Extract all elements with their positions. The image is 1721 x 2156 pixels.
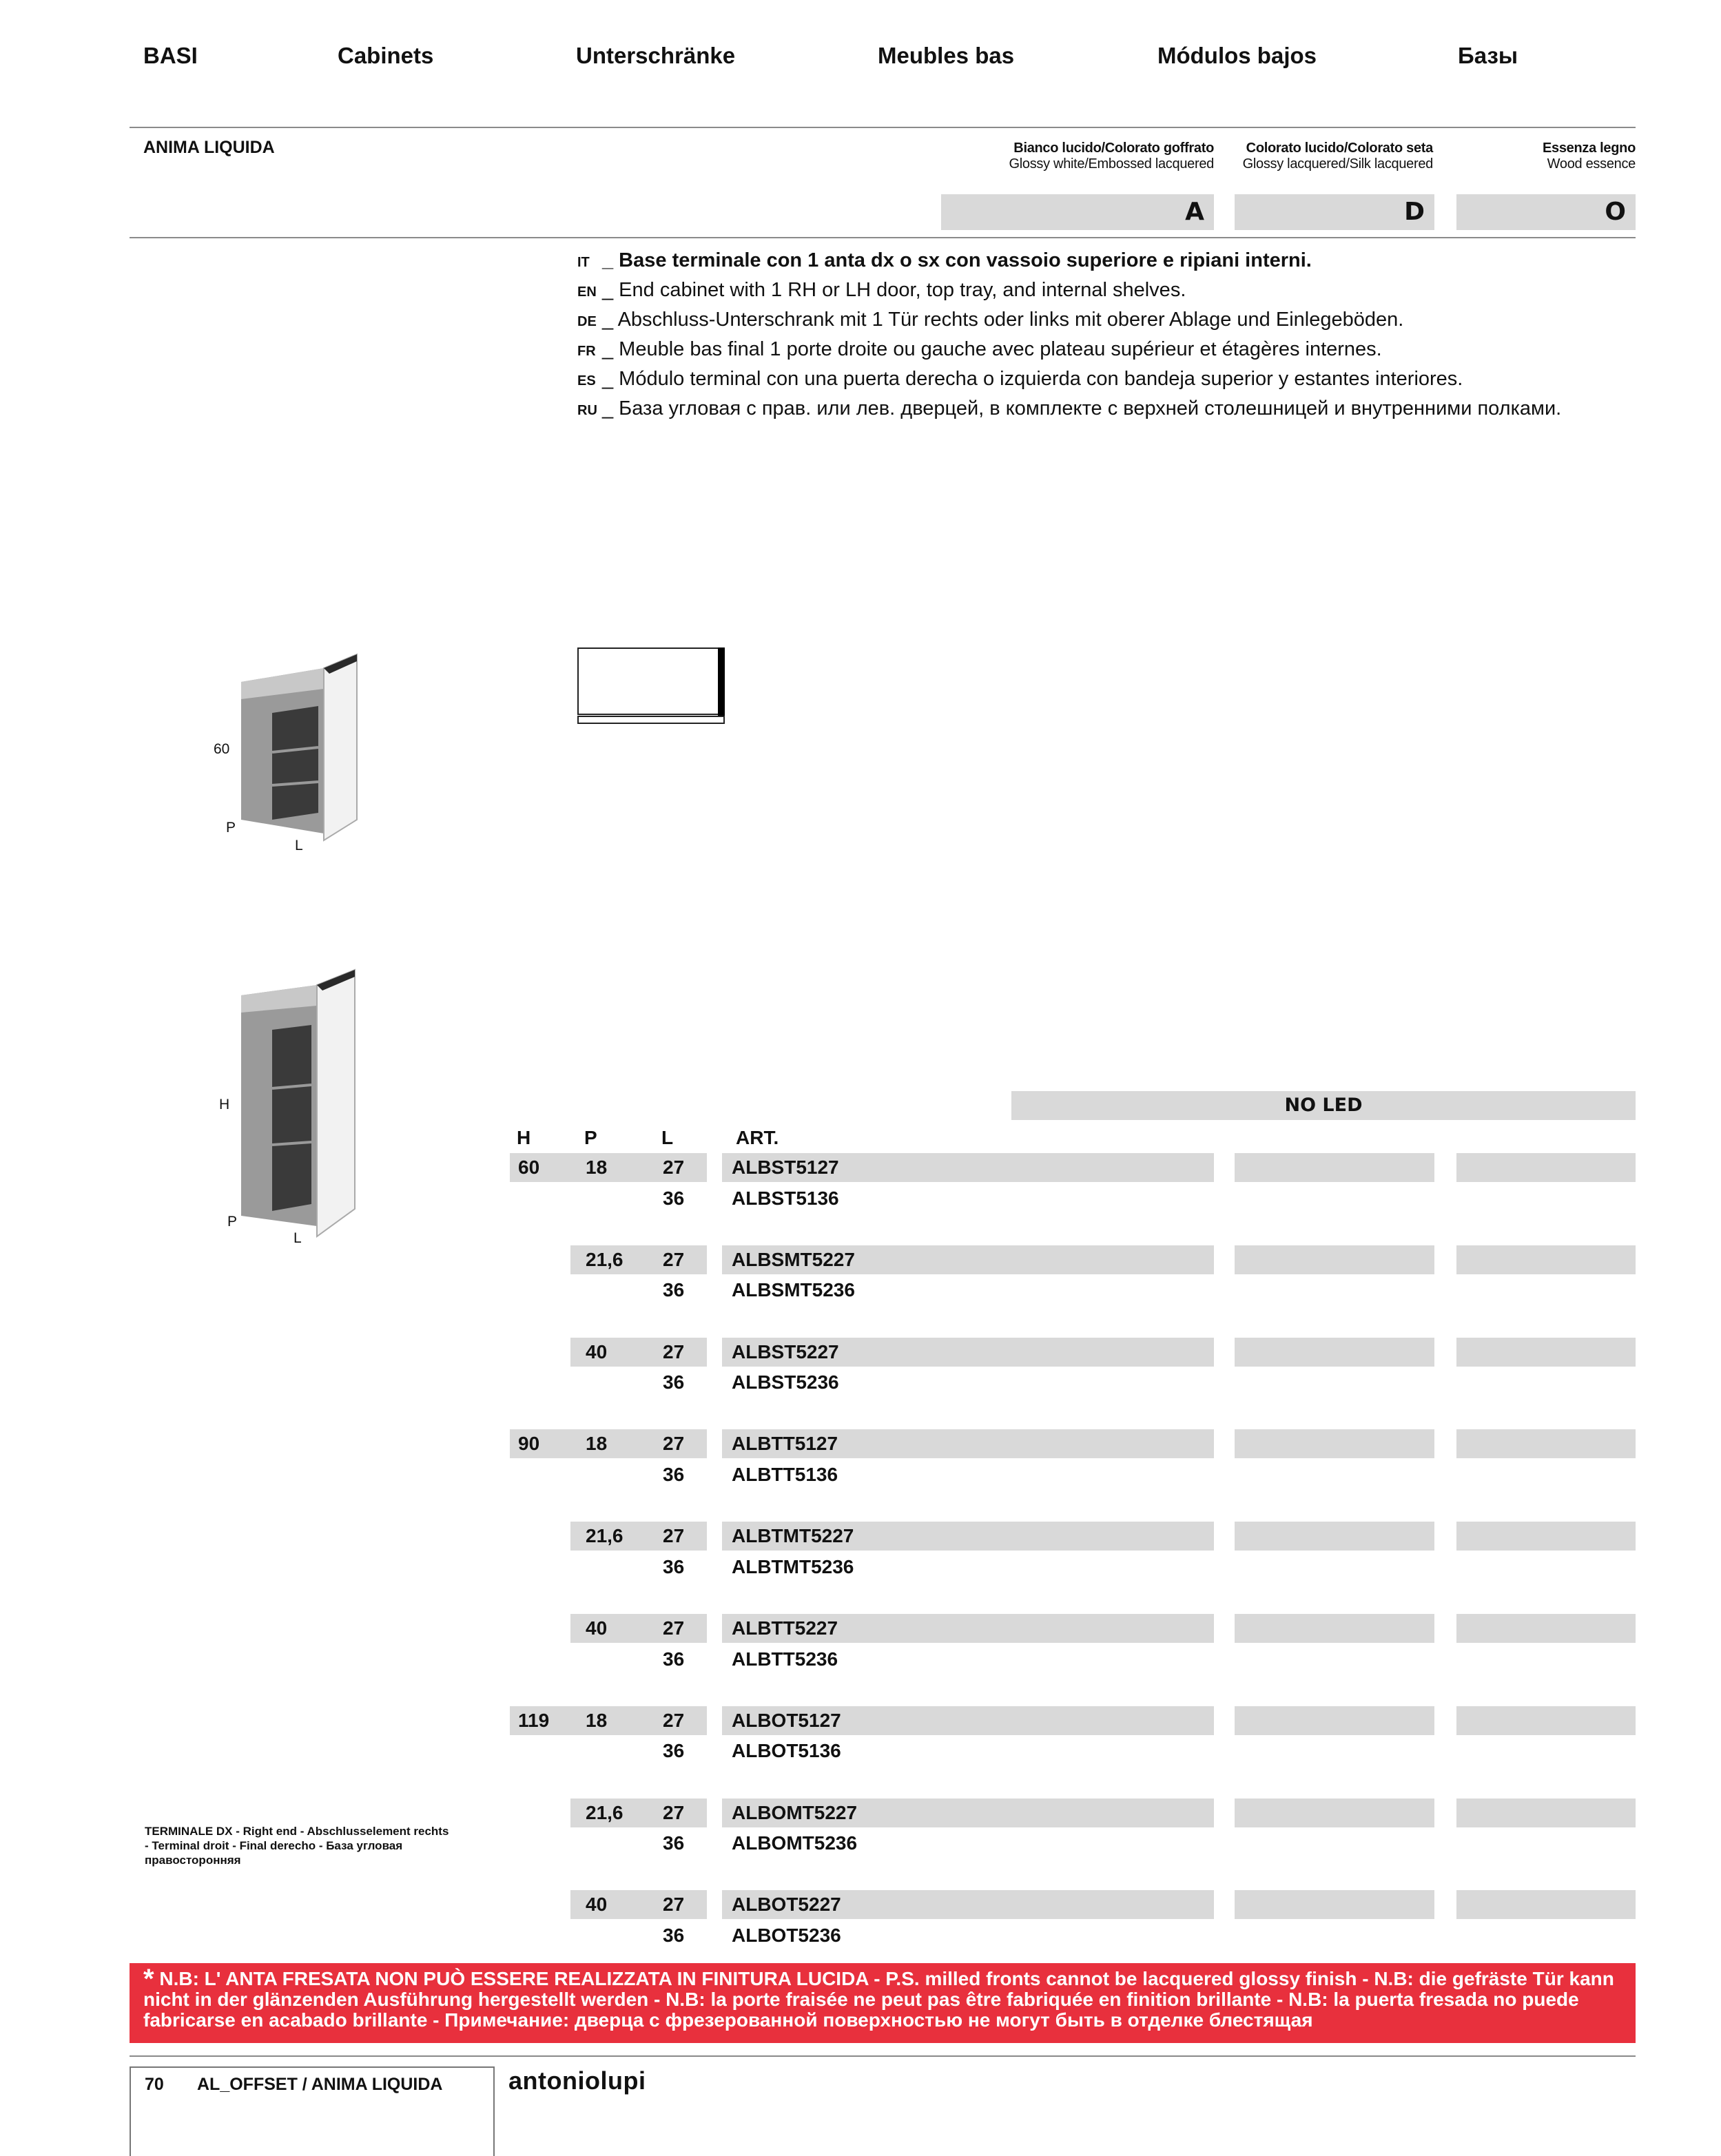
- dim-label-width: L: [293, 1230, 302, 1246]
- cabinet-illustration: [234, 964, 372, 1240]
- caption-line: TERMINALE DX - Right end - Abschlusselement rechts: [145, 1825, 449, 1838]
- cell-art: ALBOT5227: [732, 1894, 841, 1916]
- finish-price-cell: [1456, 1706, 1636, 1735]
- lang-code: DE: [577, 314, 597, 329]
- finish-code-d: D: [1235, 194, 1434, 230]
- page-number: 70: [145, 2075, 164, 2094]
- finish-divider: [130, 237, 1636, 238]
- column-header-art: ART.: [736, 1127, 779, 1148]
- finish-price-cell: [1456, 1614, 1636, 1643]
- description-en: [577, 276, 1561, 306]
- finish-o-subtitle: Wood essence: [1547, 156, 1636, 172]
- description-de: [577, 306, 1561, 335]
- finish-price-cell: [1235, 1522, 1434, 1551]
- finish-price-cell: [1456, 1429, 1636, 1458]
- asterisk: *: [143, 1964, 154, 1994]
- finish-a-title: Bianco lucido/Colorato goffrato: [1013, 141, 1214, 156]
- description-es: [577, 365, 1561, 395]
- cell-art: ALBSMT5227: [732, 1248, 855, 1270]
- footer-divider: [130, 2055, 1636, 2057]
- finish-code-a: A: [941, 194, 1214, 230]
- header-label-ru: Базы: [1458, 43, 1518, 68]
- finish-d-heading: [1233, 141, 1433, 172]
- lang-code: ES: [577, 373, 596, 388]
- finish-price-cell: [1235, 1245, 1434, 1274]
- column-header-l: L: [661, 1127, 674, 1148]
- cell-l: 36: [663, 1925, 685, 1946]
- cell-p: 21,6: [586, 1525, 624, 1547]
- cell-l: 27: [663, 1433, 685, 1455]
- finish-price-cell: [1456, 1799, 1636, 1827]
- cell-l: 36: [663, 1740, 685, 1762]
- cell-l: 27: [663, 1157, 685, 1178]
- finish-a-subtitle: Glossy white/Embossed lacquered: [1009, 156, 1214, 172]
- finish-a-heading: [941, 141, 1214, 172]
- footer-section: AL_OFFSET / ANIMA LIQUIDA: [197, 2075, 443, 2094]
- header-label-en: Cabinets: [338, 43, 434, 68]
- finish-price-cell: [1235, 1614, 1434, 1643]
- finish-price-cell: [1235, 1799, 1434, 1827]
- cell-art: ALBST5136: [732, 1187, 839, 1209]
- cell-h: 119: [518, 1709, 550, 1731]
- cell-p: 21,6: [586, 1801, 624, 1823]
- cell-p: 18: [586, 1709, 608, 1731]
- cell-art: ALBTMT5227: [732, 1525, 854, 1547]
- header-divider: [130, 127, 1636, 128]
- cell-p: 21,6: [586, 1248, 624, 1270]
- finish-d-title: Colorato lucido/Colorato seta: [1246, 141, 1433, 156]
- column-header-p: P: [584, 1127, 597, 1148]
- collection-title: ANIMA LIQUIDA: [143, 138, 275, 157]
- cell-l: 36: [663, 1371, 685, 1393]
- finish-d-subtitle: Glossy lacquered/Silk lacquered: [1242, 156, 1433, 172]
- cell-l: 27: [663, 1801, 685, 1823]
- no-led-header: NO LED: [1011, 1091, 1636, 1120]
- finish-price-cell: [1456, 1153, 1636, 1182]
- lang-code: RU: [577, 403, 597, 418]
- cell-l: 36: [663, 1187, 685, 1209]
- cabinet-drawing-60: [234, 647, 372, 851]
- cell-l: 27: [663, 1709, 685, 1731]
- finish-price-cell: [1235, 1890, 1434, 1919]
- caption-block: [145, 1824, 449, 1867]
- cabinet-drawing-tall: [234, 964, 372, 1243]
- finish-price-cell: [1456, 1522, 1636, 1551]
- caption-line: - Terminal droit - Final derecho - База угловая: [145, 1839, 403, 1852]
- dim-label-width: L: [295, 838, 303, 853]
- warning-note-text: [143, 1964, 1622, 2031]
- brand-logo: antoniolupi: [508, 2066, 646, 2095]
- warning-note: [130, 1963, 1636, 2043]
- lang-code: FR: [577, 344, 596, 359]
- finish-o-title: Essenza legno: [1542, 141, 1636, 156]
- cell-p: 40: [586, 1617, 608, 1639]
- cell-l: 36: [663, 1279, 685, 1301]
- description-text: _ База угловая с прав. или лев. дверцей, в комплекте с верхней столешницей и внутренними полками.: [602, 397, 1562, 419]
- cell-l: 27: [663, 1248, 685, 1270]
- cell-art: ALBOMT5236: [732, 1832, 858, 1854]
- cell-l: 36: [663, 1464, 685, 1485]
- dim-label-depth: P: [226, 820, 236, 836]
- finish-price-cell: [1235, 1338, 1434, 1367]
- header-label-it: BASI: [143, 43, 198, 68]
- finish-code-o: O: [1456, 194, 1636, 230]
- cell-art: ALBOT5236: [732, 1925, 841, 1946]
- dim-label-height: 60: [214, 741, 230, 757]
- description-block: [577, 247, 1561, 424]
- cell-art: ALBST5127: [732, 1157, 839, 1178]
- cell-art: ALBOMT5227: [732, 1801, 858, 1823]
- cell-p: 40: [586, 1894, 608, 1916]
- cell-art: ALBTT5127: [732, 1433, 838, 1455]
- description-text: _ Meuble bas final 1 porte droite ou gauche avec plateau supérieur et étagères internes.: [602, 338, 1382, 360]
- cell-art: ALBSMT5236: [732, 1279, 855, 1301]
- cell-art: ALBTT5227: [732, 1617, 838, 1639]
- header-label-es: Módulos bajos: [1157, 43, 1317, 68]
- cell-art: ALBTMT5236: [732, 1555, 854, 1577]
- cell-l: 27: [663, 1617, 685, 1639]
- column-header-h: H: [517, 1127, 531, 1148]
- cell-art: ALBTT5236: [732, 1648, 838, 1670]
- dim-label-height: H: [219, 1097, 230, 1112]
- cell-art: ALBST5227: [732, 1340, 839, 1362]
- cell-art: ALBOT5127: [732, 1709, 841, 1731]
- cell-p: 40: [586, 1340, 608, 1362]
- caption-line: правосторонняя: [145, 1854, 241, 1867]
- cell-h: 60: [518, 1157, 540, 1178]
- finish-price-cell: [1235, 1153, 1434, 1182]
- cell-h: 90: [518, 1433, 540, 1455]
- description-text: _ End cabinet with 1 RH or LH door, top tray, and internal shelves.: [602, 279, 1186, 301]
- finish-price-cell: [1456, 1890, 1636, 1919]
- cell-l: 27: [663, 1894, 685, 1916]
- lang-code: EN: [577, 284, 597, 300]
- header-label-fr: Meubles bas: [878, 43, 1015, 68]
- plan-view-illustration: [577, 647, 728, 725]
- finish-price-cell: [1235, 1706, 1434, 1735]
- header-label-de: Unterschränke: [576, 43, 736, 68]
- cell-p: 18: [586, 1433, 608, 1455]
- note-body: N.B: L' ANTA FRESATA NON PUÒ ESSERE REALIZZATA IN FINITURA LUCIDA - P.S. milled fronts cannot be lacquered glossy finish - N.B: die gefräste Tür kann nicht in der glänzenden Ausführung hergestellt werden - N.B: la porte fraisée ne peut pas être fabriquée en finition brillante - N.B: la puerta fresada no puede fabricarse en acabado brillante - Примечание: дверца с фрезерованной поверхностью не могут быть в отделке блестящая: [143, 1968, 1614, 2031]
- cell-l: 36: [663, 1555, 685, 1577]
- description-text: _ Abschluss-Unterschrank mit 1 Tür rechts oder links mit oberer Ablage und Einlegeböden.: [602, 309, 1404, 331]
- cell-p: 18: [586, 1157, 608, 1178]
- description-ru: [577, 395, 1561, 424]
- finish-price-cell: [1235, 1429, 1434, 1458]
- cell-art: ALBTT5136: [732, 1464, 838, 1485]
- description-text: _ Base terminale con 1 anta dx o sx con vassoio superiore e ripiani interni.: [602, 249, 1312, 271]
- cell-l: 36: [663, 1832, 685, 1854]
- finish-o-heading: [1456, 141, 1636, 172]
- cell-art: ALBST5236: [732, 1371, 839, 1393]
- cell-art: ALBOT5136: [732, 1740, 841, 1762]
- cell-l: 36: [663, 1648, 685, 1670]
- finish-price-cell: [1456, 1338, 1636, 1367]
- description-fr: [577, 335, 1561, 365]
- cell-l: 27: [663, 1525, 685, 1547]
- cell-l: 27: [663, 1340, 685, 1362]
- lang-code: IT: [577, 255, 590, 270]
- description-it: [577, 247, 1561, 276]
- dim-label-depth: P: [227, 1214, 238, 1230]
- description-text: _ Módulo terminal con una puerta derecha o izquierda con bandeja superior y estantes interiores.: [602, 368, 1463, 390]
- cabinet-illustration: [234, 647, 372, 847]
- plan-view-drawing: [577, 647, 728, 728]
- finish-price-cell: [1456, 1245, 1636, 1274]
